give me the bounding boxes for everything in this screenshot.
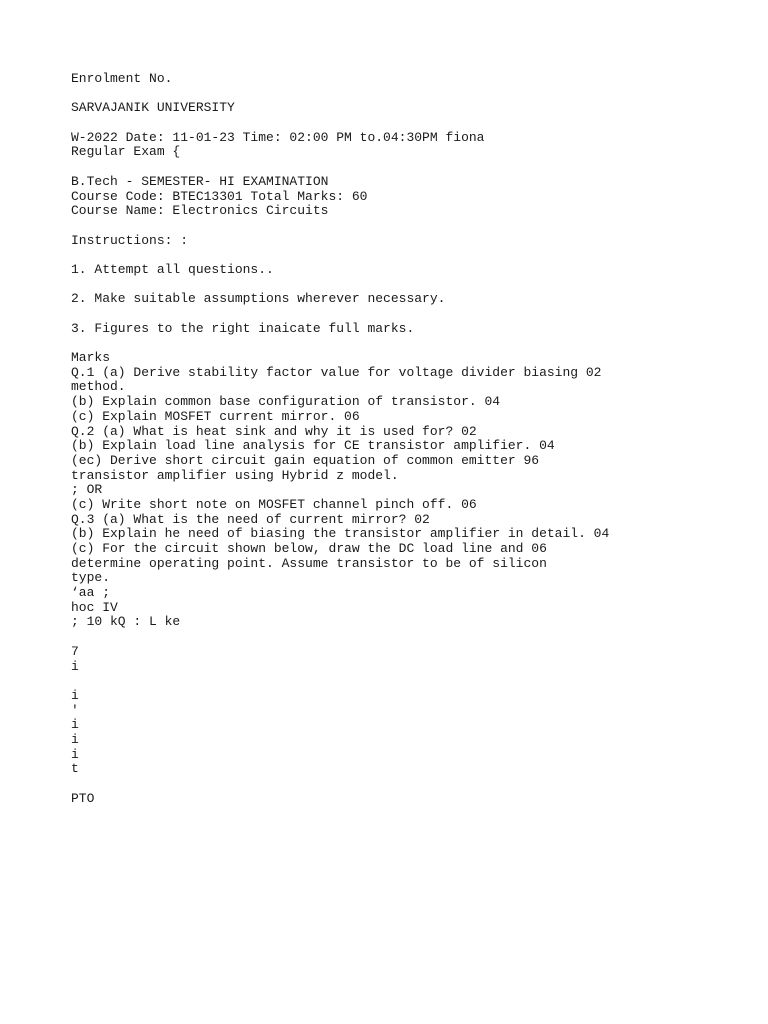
ocr-fragment: i — [71, 717, 79, 733]
ocr-fragment: ' — [71, 702, 79, 718]
examination-title: B.Tech - SEMESTER- HI EXAMINATION — [71, 173, 329, 189]
spacer — [71, 219, 731, 234]
question-line: Q.1 (a) Derive stability factor value for voltage divider biasing 02 — [71, 364, 602, 380]
spacer — [71, 307, 731, 322]
question-line: (b) Explain common base configuration of transistor. 04 — [71, 394, 501, 410]
question-line: transistor amplifier using Hybrid z model. — [71, 467, 399, 483]
course-name-line: Course Name: Electronics Circuits — [71, 203, 329, 219]
university-name: SARVAJANIK UNIVERSITY — [71, 100, 235, 116]
question-line: ‘aa ; — [71, 585, 111, 601]
question-line: type. — [71, 570, 111, 586]
ocr-fragment: i — [71, 687, 79, 703]
instruction-item: 3. Figures to the right inaicate full marks. — [71, 320, 415, 336]
question-line: (b) Explain he need of biasing the transistor amplifier in detail. 04 — [71, 526, 610, 542]
spacer — [71, 630, 731, 645]
page-turn-note: PTO — [71, 790, 95, 806]
spacer — [71, 116, 731, 131]
question-line: (c) For the circuit shown below, draw the DC load line and 06 — [71, 541, 547, 556]
ocr-fragment: i — [71, 731, 79, 747]
question-line: (b) Explain load line analysis for CE transistor amplifier. 04 — [71, 438, 555, 454]
exam-session-line: W-2022 Date: 11-01-23 Time: 02:00 PM to.04:30PM fiona — [71, 129, 485, 145]
question-line: Q.2 (a) What is heat sink and why it is used for? 02 — [71, 423, 477, 439]
ocr-fragment: 7 — [71, 643, 79, 659]
question-line: hoc IV — [71, 599, 118, 615]
question-line: (c) Explain MOSFET current mirror. 06 — [71, 408, 360, 424]
exam-paper-page — [71, 72, 731, 806]
instruction-item: 2. Make suitable assumptions wherever necessary. — [71, 291, 446, 307]
spacer — [71, 336, 731, 351]
ocr-fragment: t — [71, 761, 79, 777]
spacer — [71, 160, 731, 175]
question-line: ; 10 kQ : L ke — [71, 614, 181, 630]
instructions-heading: Instructions: : — [71, 232, 189, 248]
marks-heading: Marks — [71, 350, 111, 366]
spacer — [71, 278, 731, 293]
question-line: (c) Write short note on MOSFET channel pinch off. 06 — [71, 496, 477, 512]
enrolment-label: Enrolment No. — [71, 71, 173, 86]
question-line: ; OR — [71, 482, 103, 498]
instruction-item: 1. Attempt all questions.. — [71, 261, 274, 277]
ocr-fragment: i — [71, 658, 79, 674]
spacer — [71, 87, 731, 102]
spacer — [71, 674, 731, 689]
question-line: (ec) Derive short circuit gain equation of common emitter 96 — [71, 452, 540, 468]
question-line: Q.3 (a) What is the need of current mirror? 02 — [71, 511, 430, 527]
spacer — [71, 777, 731, 792]
ocr-fragment: i — [71, 746, 79, 762]
question-line: method. — [71, 379, 126, 395]
spacer — [71, 248, 731, 263]
question-line: determine operating point. Assume transistor to be of silicon — [71, 555, 547, 571]
course-code-line: Course Code: BTEC13301 Total Marks: 60 — [71, 188, 368, 204]
exam-type: Regular Exam { — [71, 144, 181, 160]
